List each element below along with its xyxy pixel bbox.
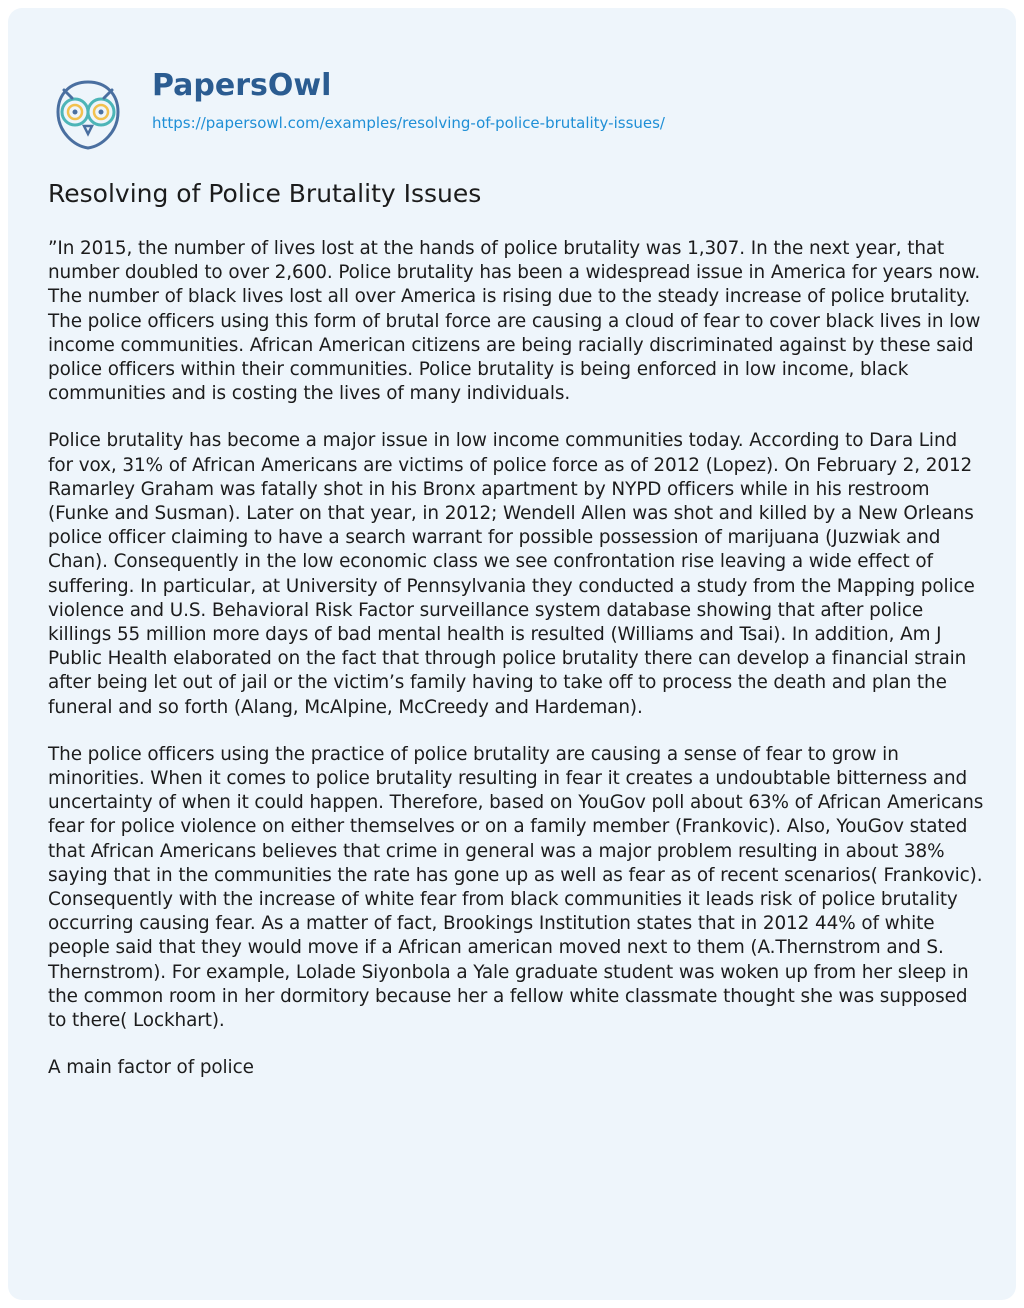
- page-title: Resolving of Police Brutality Issues: [48, 179, 482, 208]
- page-url-link[interactable]: https://papersowl.com/examples/resolving-of-police-brutality-issues/: [152, 114, 665, 132]
- paragraph: Police brutality has become a major issue in low income communities today. According to Dara Lind for vox, 31% of African Americans are victims of police force as of 2012 (Lopez). On February 2, 2012 Ramarley Graham was fatally shot in his Bronx apartment by NYPD officers while in his restroom (Funke and Susman). Later on that year, in 2012; Wendell Allen was shot and killed by a New Orleans police officer claiming to have a search warrant for possible possession of marijuana (Juzwiak and Chan). Consequently in the low economic class we see confrontation rise leaving a wide effect of suffering. In particular, at University of Pennsylvania they conducted a study from the Mapping police violence and U.S. Behavioral Risk Factor surveillance system database showing that after police killings 55 million more days of bad mental health is resulted (Williams and Tsai). In addition, Am J Public Health elaborated on the fact that through police brutality there can develop a financial strain after being let out of jail or the victim’s family having to take off to process the death and plan the funeral and so forth (Alang, McAlpine, McCreedy and Hardeman).: [48, 430, 975, 718]
- paragraph: ”In 2015, the number of lives lost at the hands of police brutality was 1,307. In the next year, that number doubled to over 2,600. Police brutality has been a widespread issue in America for years now. The number of black lives lost all over America is rising due to the steady increase of police brutality. The police officers using this form of brutal force are causing a cloud of fear to cover black lives in low income communities. African American citizens are being racially discriminated against by these said police officers within their communities. Police brutality is being enforced in low income, black communities and is costing the lives of many individuals.: [48, 238, 981, 405]
- paragraph-truncated: A main factor of police: [48, 1057, 254, 1079]
- brand-name[interactable]: PapersOwl: [152, 68, 332, 103]
- essay-body: [48, 237, 986, 1104]
- owl-logo-icon[interactable]: [50, 76, 126, 152]
- document-card: [8, 8, 1016, 1300]
- paragraph: The police officers using the practice of police brutality are causing a sense of fear to grow in minorities. When it comes to police brutality resulting in fear it creates a undoubtable bitterness and uncertainty of when it could happen. Therefore, based on YouGov poll about 63% of African Americans fear for police violence on either themselves or on a family member (Frankovic). Also, YouGov stated that African Americans believes that crime in general was a major problem resulting in about 38% saying that in the communities the rate has gone up as well as fear as of recent scenarios( Frankovic). Consequently with the increase of white fear from black communities it leads risk of police brutality occurring causing fear. As a matter of fact, Brookings Institution states that in 2012 44% of white people said that they would move if a African american moved next to them (A.Thernstrom and S. Thernstrom). For example, Lolade Siyonbola a Yale graduate student was woken up from her sleep in the common room in her dormitory because her a fellow white classmate thought she was supposed to there( Lockhart).: [48, 743, 984, 1032]
